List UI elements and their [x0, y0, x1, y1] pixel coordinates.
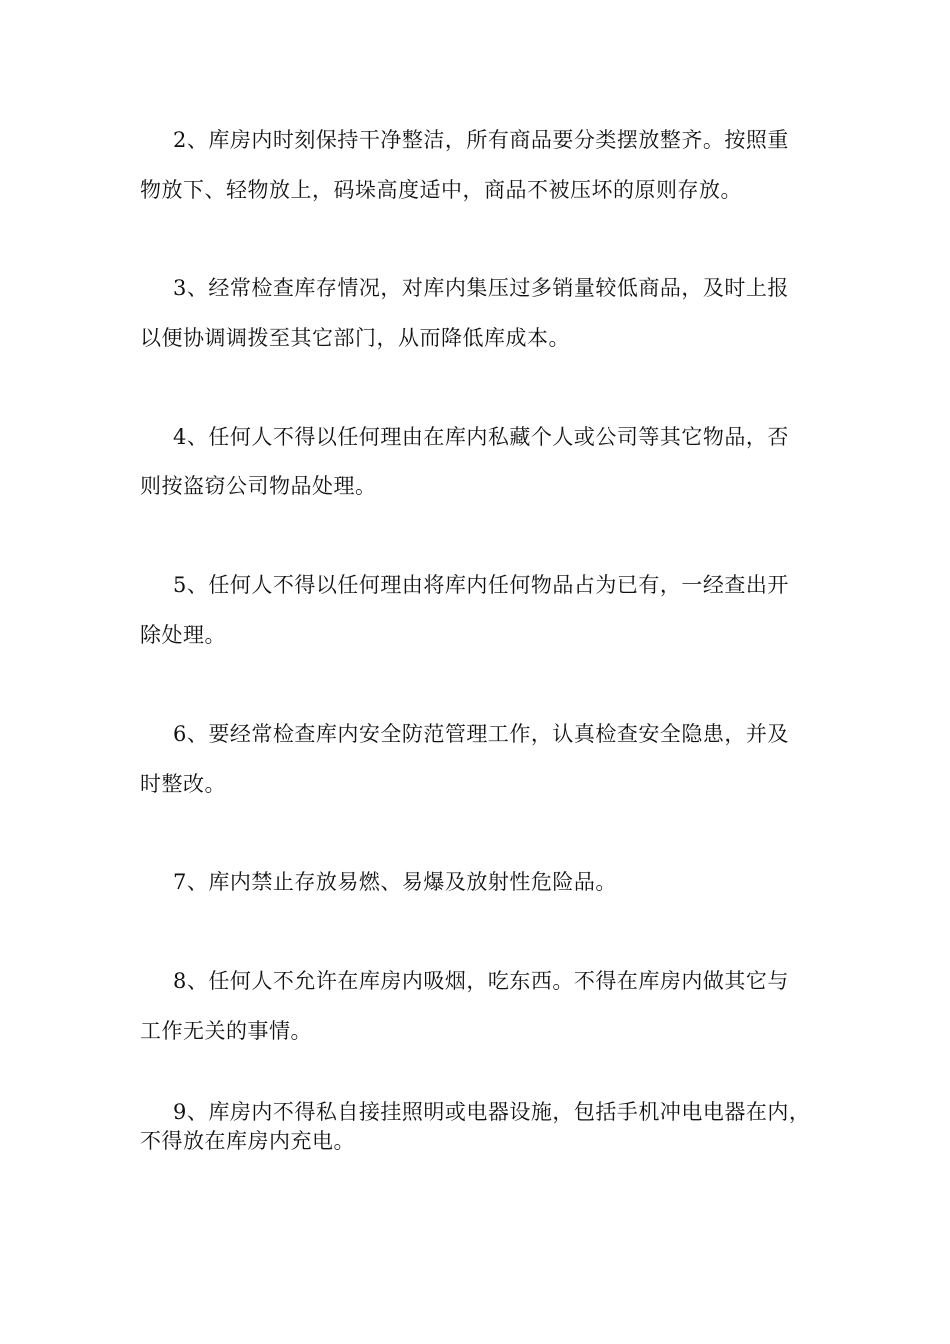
rule-7-line-1: 7、库内禁止存放易燃、易爆及放射性危险品。: [173, 870, 617, 894]
rule-4-line-2: 则按盗窃公司物品处理。: [140, 474, 377, 498]
rule-5-line-2: 除处理。: [140, 623, 226, 647]
rule-9-line-2: 不得放在库房内充电。: [140, 1129, 355, 1153]
rule-6-line-1: 6、要经常检查库内安全防范管理工作，认真检查安全隐患，并及: [173, 722, 789, 746]
rule-8-line-2: 工作无关的事情。: [140, 1019, 312, 1043]
rule-8-line-1: 8、任何人不允许在库房内吸烟，吃东西。不得在库房内做其它与: [173, 969, 789, 993]
rule-6-line-2: 时整改。: [140, 772, 226, 796]
rule-2-line-2: 物放下、轻物放上，码垛高度适中，商品不被压坏的原则存放。: [140, 178, 742, 202]
rule-3-line-2: 以便协调调拨至其它部门，从而降低库成本。: [140, 326, 570, 350]
rule-5-line-1: 5、任何人不得以任何理由将库内任何物品占为已有，一经查出开: [173, 573, 789, 597]
rule-4-line-1: 4、任何人不得以任何理由在库内私藏个人或公司等其它物品，否: [173, 425, 789, 449]
rule-3-line-1: 3、经常检查库存情况，对库内集压过多销量较低商品，及时上报: [173, 276, 789, 300]
rule-2-line-1: 2、库房内时刻保持干净整洁，所有商品要分类摆放整齐。按照重: [173, 128, 789, 152]
rule-9-line-1: 9、库房内不得私自接挂照明或电器设施，包括手机冲电电器在内，: [173, 1100, 811, 1124]
